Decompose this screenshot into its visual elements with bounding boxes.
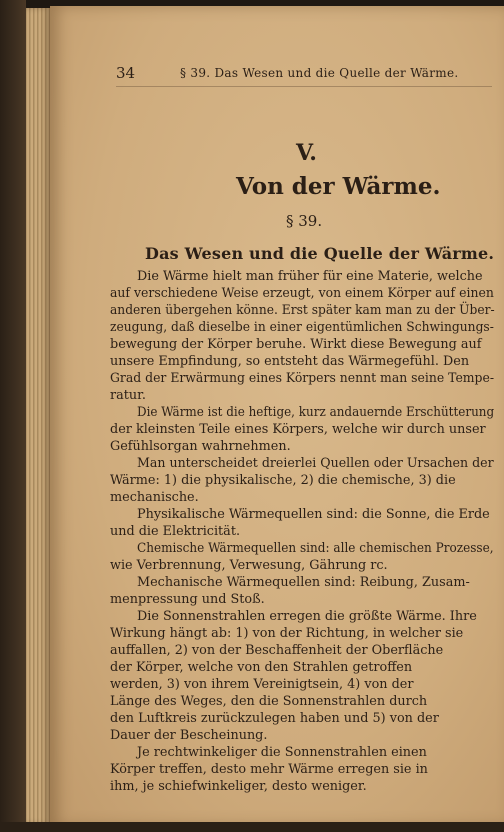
text-line: auffallen, 2) von der Beschaffenheit der Oberfläche (110, 643, 444, 658)
page-number: 34 (116, 64, 136, 82)
text-line: Die Wärme hielt man früher für eine Materie, welche (137, 269, 483, 284)
text-line: Die Sonnenstrahlen erregen die größte Wärme. Ihre (137, 609, 477, 624)
text-line: der kleinsten Teile eines Körpers, welche wir durch unser (110, 422, 486, 437)
text-line: bewegung der Körper beruhe. Wirkt diese Bewegung auf (110, 337, 482, 352)
text-line: Physikalische Wärmequellen sind: die Sonne, die Erde (137, 507, 490, 522)
text-line: mechanische. (110, 490, 199, 505)
text-line: ihm, je schiefwinkeliger, desto weniger. (110, 779, 367, 794)
text-line: Grad der Erwärmung eines Körpers nennt man seine Tempe- (110, 371, 495, 386)
text-line: Dauer der Bescheinung. (110, 728, 268, 743)
bottom-shadow (0, 822, 504, 832)
running-title: § 39. Das Wesen und die Quelle der Wärme. (180, 66, 459, 80)
text-line: Je rechtwinkeliger die Sonnenstrahlen einen (137, 745, 427, 760)
text-line: Mechanische Wärmequellen sind: Reibung, Zusam- (137, 575, 470, 590)
book-spine (0, 0, 26, 832)
text-line: Wirkung hängt ab: 1) von der Richtung, in welcher sie (110, 626, 464, 641)
text-line: Wärme: 1) die physikalische, 2) die chemische, 3) die (110, 473, 456, 488)
text-line: anderen übergehen könne. Erst später kam man zu der Über- (110, 303, 495, 318)
text-line: Länge des Weges, den die Sonnenstrahlen durch (110, 694, 428, 709)
section-heading: Das Wesen und die Quelle der Wärme. (145, 244, 495, 263)
text-line: werden, 3) von ihrem Vereinigtsein, 4) von der (110, 677, 414, 692)
text-line: zeugung, daß dieselbe in einer eigentümlichen Schwingungs- (110, 320, 494, 335)
text-line: und die Elektricität. (110, 524, 241, 539)
section-number: § 39. (286, 212, 323, 230)
text-line: Chemische Wärmequellen sind: alle chemischen Prozesse, (137, 541, 494, 556)
text-line: der Körper, welche von den Strahlen getroffen (110, 660, 413, 675)
chapter-number: V. (296, 140, 317, 166)
text-line: menpressung und Stoß. (110, 592, 265, 607)
chapter-heading: Von der Wärme. (236, 173, 441, 200)
text-line: Man unterscheidet dreierlei Quellen oder Ursachen der (137, 456, 494, 471)
text-line: Die Wärme ist die heftige, kurz andauernde Erschütterung (137, 405, 495, 420)
text-line: Gefühlsorgan wahrnehmen. (110, 439, 291, 454)
text-line: auf verschiedene Weise erzeugt, von einem Körper auf einen (110, 286, 494, 301)
text-line: Körper treffen, desto mehr Wärme erregen sie in (110, 762, 428, 777)
text-line: wie Verbrennung, Verwesung, Gährung rc. (110, 558, 388, 573)
text-line: den Luftkreis zurückzulegen haben und 5) von der (110, 711, 439, 726)
text-line: ratur. (110, 388, 146, 403)
text-line: unsere Empfindung, so entsteht das Wärmegefühl. Den (110, 354, 470, 369)
header-rule (116, 86, 492, 87)
page-edges (26, 8, 50, 824)
